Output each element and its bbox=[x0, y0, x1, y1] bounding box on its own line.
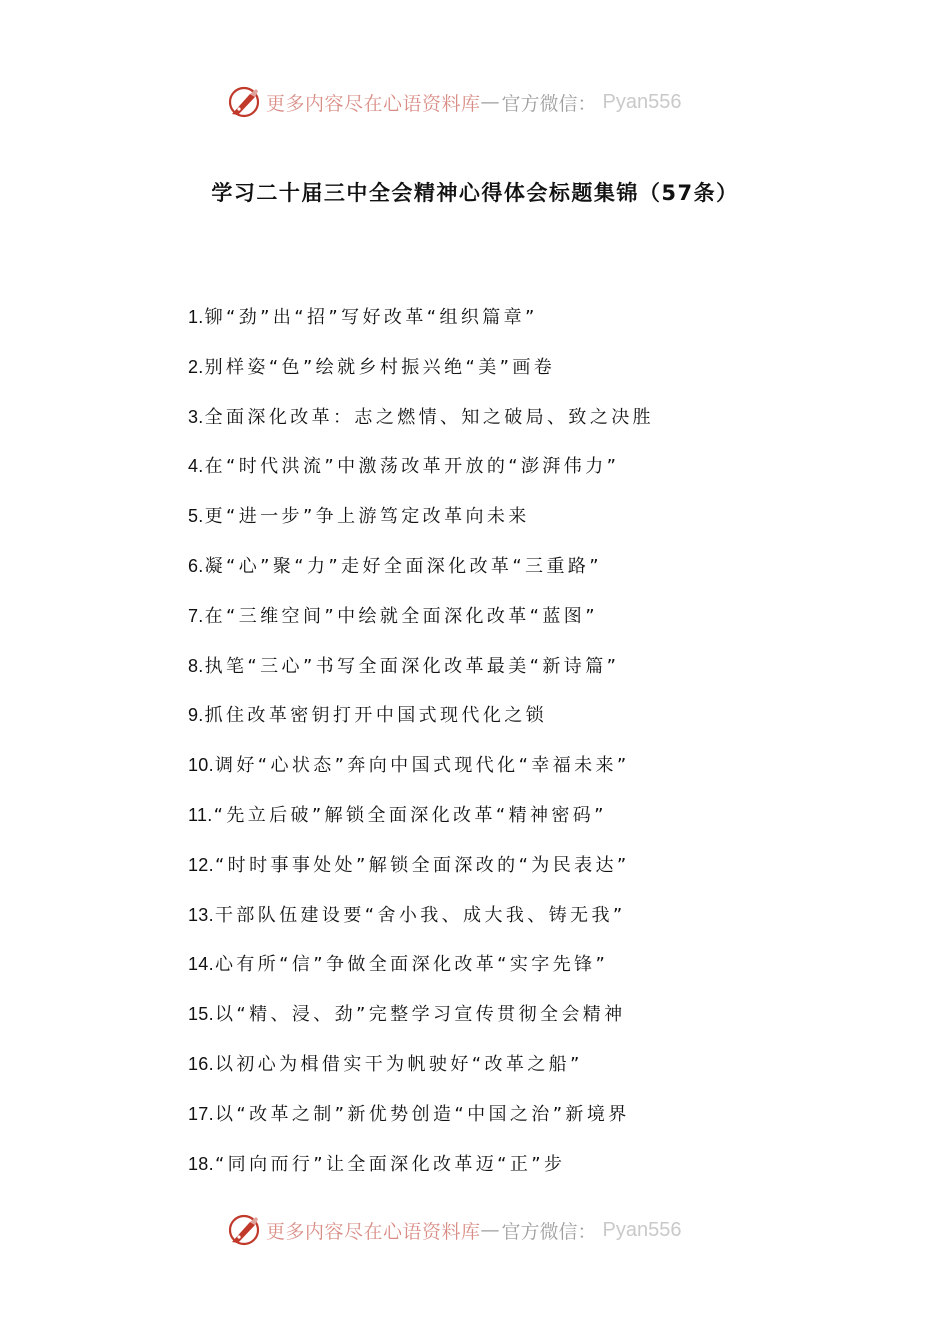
list-item bbox=[188, 499, 654, 549]
item-text: “先立后破”解锁全面深化改革“精神密码” bbox=[213, 804, 607, 826]
item-number: 17. bbox=[188, 1103, 214, 1124]
item-text: 在“时代洪流”中激荡改革开放的“澎湃伟力” bbox=[204, 456, 620, 478]
pen-nib-logo-icon bbox=[226, 1212, 262, 1248]
item-text: 干部队伍建设要“舍小我、成大我、铸无我” bbox=[214, 904, 626, 926]
watermark-separator: — bbox=[480, 1219, 500, 1241]
item-text: 调好“心状态”奔向中国式现代化“幸福未来” bbox=[214, 755, 630, 777]
list-item bbox=[188, 698, 654, 748]
item-text: 全面深化改革：志之燃情、知之破局、致之决胜 bbox=[204, 406, 655, 428]
watermark-wechat-id: Pyan556 bbox=[602, 1218, 682, 1241]
item-text: 以“改革之制”新优势创造“中国之治”新境界 bbox=[214, 1103, 630, 1125]
watermark-slogan: 更多内容尽在心语资料库 bbox=[266, 1220, 481, 1243]
list-item bbox=[188, 350, 654, 400]
item-number: 11. bbox=[188, 804, 213, 825]
item-number: 12. bbox=[188, 854, 214, 875]
item-number: 7. bbox=[188, 605, 204, 626]
item-number: 18. bbox=[188, 1153, 214, 1174]
item-number: 5. bbox=[188, 506, 204, 527]
list-item bbox=[188, 997, 654, 1047]
item-number: 13. bbox=[188, 904, 214, 925]
item-text: 抓住改革密钥打开中国式现代化之锁 bbox=[204, 705, 548, 727]
pen-nib-logo-icon bbox=[226, 84, 262, 120]
watermark-slogan: 更多内容尽在心语资料库 bbox=[266, 92, 481, 115]
list-item bbox=[188, 599, 654, 649]
item-text: 凝“心”聚“力”走好全面深化改革“三重路” bbox=[204, 555, 602, 577]
list-item bbox=[188, 898, 654, 948]
item-text: 执笔“三心”书写全面深化改革最美“新诗篇” bbox=[204, 655, 620, 677]
item-number: 10. bbox=[188, 755, 214, 776]
footer-watermark bbox=[226, 1212, 682, 1248]
watermark-separator: — bbox=[480, 91, 500, 113]
watermark-label: 官方微信： bbox=[501, 1220, 597, 1243]
item-number: 16. bbox=[188, 1053, 214, 1074]
item-number: 2. bbox=[188, 356, 204, 377]
list-item bbox=[188, 848, 654, 898]
list-item bbox=[188, 300, 654, 350]
list-item bbox=[188, 549, 654, 599]
watermark-wechat-id: Pyan556 bbox=[602, 90, 682, 113]
item-number: 3. bbox=[188, 406, 204, 427]
title-list bbox=[188, 300, 654, 1196]
list-item bbox=[188, 649, 654, 699]
item-text: 在“三维空间”中绘就全面深化改革“蓝图” bbox=[204, 605, 598, 627]
item-number: 8. bbox=[188, 655, 204, 676]
item-text: 以“精、浸、劲”完整学习宣传贯彻全会精神 bbox=[214, 1004, 626, 1026]
item-text: 别样姿“色”绘就乡村振兴绝“美”画卷 bbox=[204, 356, 556, 378]
list-item bbox=[188, 947, 654, 997]
item-number: 15. bbox=[188, 1004, 214, 1025]
item-text: 心有所“信”争做全面深化改革“实字先锋” bbox=[214, 954, 609, 976]
list-item bbox=[188, 748, 654, 798]
list-item bbox=[188, 400, 654, 450]
item-text: “同向而行”让全面深化改革迈“正”步 bbox=[214, 1153, 566, 1175]
list-item bbox=[188, 1097, 654, 1147]
item-text: “时时事事处处”解锁全面深改的“为民表达” bbox=[214, 854, 630, 876]
list-item bbox=[188, 1047, 654, 1097]
item-number: 1. bbox=[188, 307, 204, 327]
item-number: 14. bbox=[188, 954, 214, 975]
list-item bbox=[188, 449, 654, 499]
item-text: 以初心为楫借实干为帆驶好“改革之船” bbox=[214, 1053, 583, 1075]
list-item bbox=[188, 1147, 654, 1197]
page-title: 学习二十届三中全会精神心得体会标题集锦（57条） bbox=[211, 181, 739, 205]
item-number: 6. bbox=[188, 555, 204, 576]
list-item bbox=[188, 798, 654, 848]
item-number: 4. bbox=[188, 456, 204, 477]
header-watermark bbox=[226, 84, 682, 120]
item-text: 更“进一步”争上游笃定改革向未来 bbox=[204, 506, 530, 528]
item-text: 铆“劲”出“招”写好改革“组织篇章” bbox=[204, 307, 538, 328]
watermark-label: 官方微信： bbox=[501, 92, 597, 115]
item-number: 9. bbox=[188, 705, 204, 726]
